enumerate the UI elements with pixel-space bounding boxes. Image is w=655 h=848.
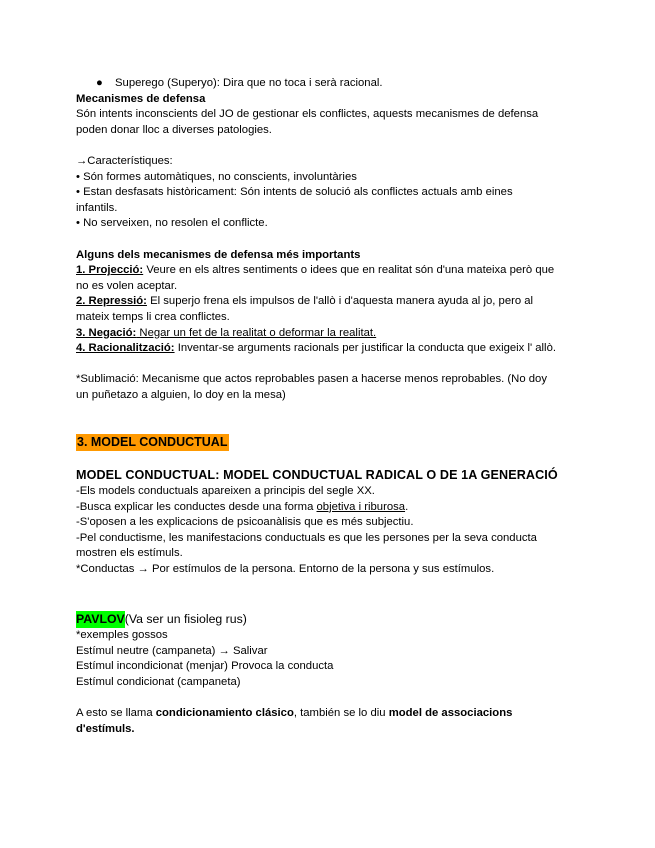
pavlov-note: (Va ser un fisioleg rus) (124, 611, 247, 626)
characteristic-2-line-1: • Estan desfasats històricament: Són intents de solució als conflictes actuals amb eines (76, 186, 513, 199)
mechanism-2-cont: mateix temps li crea conflictes. (76, 310, 230, 323)
superego-text: Superego (Superyo): Dira que no toca i serà racional. (115, 77, 383, 89)
characteristic-2-line-2: infantils. (76, 201, 118, 214)
conductual-point-4-line-1: -Pel conductisme, les manifestacions conductuals es que les persones per la seva conducta (76, 531, 537, 544)
section-3-heading: 3. MODEL CONDUCTUAL (77, 435, 228, 450)
pavlov-line-1: *exemples gossos (76, 629, 168, 642)
characteristic-3: • No serveixen, no resolen el conflicte. (76, 217, 268, 230)
sublimation-line-2: un puñetazo a alguien, lo doy en la mesa) (76, 388, 286, 401)
section-3-heading-row (76, 434, 586, 452)
bullet-icon: ● (96, 77, 103, 89)
defense-intro-line-1: Són intents inconscients del JO de gestionar els conflictes, aquests mecanismes de defensa (76, 108, 539, 121)
mechanisms-title: Alguns dels mecanismes de defensa més importants (76, 248, 361, 261)
document-page (76, 76, 586, 737)
conductual-point-2: -Busca explicar les conductes desde una forma objetiva i riburosa. (76, 500, 409, 513)
pavlov-heading (76, 611, 586, 629)
pavlov-line-4: Estímul condicionat (campaneta) (76, 676, 241, 688)
pavlov-line-3: Estímul incondicionat (menjar) Provoca la conducta (76, 660, 334, 673)
superego-item (76, 76, 586, 92)
characteristic-1: • Són formes automàtiques, no conscients, involuntàries (76, 170, 357, 183)
mechanism-3-label: 3. Negació: (76, 326, 137, 339)
pavlov-name: PAVLOV (76, 611, 125, 626)
pavlov-closing-line-1: A esto se llama condicionamiento clásico, también se lo diu model de associacions (76, 707, 513, 720)
mechanism-3: 3. Negació: Negar un fet de la realitat o deformar la realitat. (76, 326, 377, 339)
mechanism-1-cont: no es volen aceptar. (76, 279, 178, 292)
mechanism-4: 4. Racionalització: Inventar-se arguments racionals per justificar la conducta que exigeix l' allò. (76, 342, 556, 355)
sublimation-line-1: *Sublimació: Mecanisme que actos reprobables pasen a hacerse menos reprobables. (No doy (76, 373, 547, 386)
mechanism-1: 1. Projecció: Veure en els altres sentiments o idees que en realitat són d'una mateixa però que (76, 264, 555, 277)
mechanism-2: 2. Repressió: El superjo frena els impulsos de l'allò i d'aquesta manera ayuda al jo, pero al (76, 295, 534, 308)
defense-title: Mecanismes de defensa (76, 92, 206, 105)
conductual-point-4-line-2: mostren els estímuls. (76, 547, 183, 560)
mechanism-4-label: 4. Racionalització: (76, 342, 175, 355)
pavlov-closing-line-2: d'estímuls. (76, 722, 135, 735)
section-3-subheading: MODEL CONDUCTUAL: MODEL CONDUCTUAL RADICAL O DE 1A GENERACIÓ (76, 468, 558, 483)
conductual-point-3: -S'oposen a les explicacions de psicoanàlisis que es més subjectiu. (76, 516, 414, 529)
conductual-point-5: *Conductas → Por estímulos de la persona. Entorno de la persona y sus estímulos. (76, 563, 495, 576)
mechanism-1-label: 1. Projecció: (76, 264, 144, 277)
characteristics-label: →Característiques: (76, 154, 173, 167)
conductual-point-1: -Els models conductuals apareixen a principis del segle XX. (76, 485, 375, 498)
mechanism-2-label: 2. Repressió: (76, 295, 147, 308)
defense-intro-line-2: poden donar lloc a diverses patologies. (76, 123, 272, 136)
pavlov-line-2: Estímul neutre (campaneta) → Salivar (76, 644, 268, 657)
